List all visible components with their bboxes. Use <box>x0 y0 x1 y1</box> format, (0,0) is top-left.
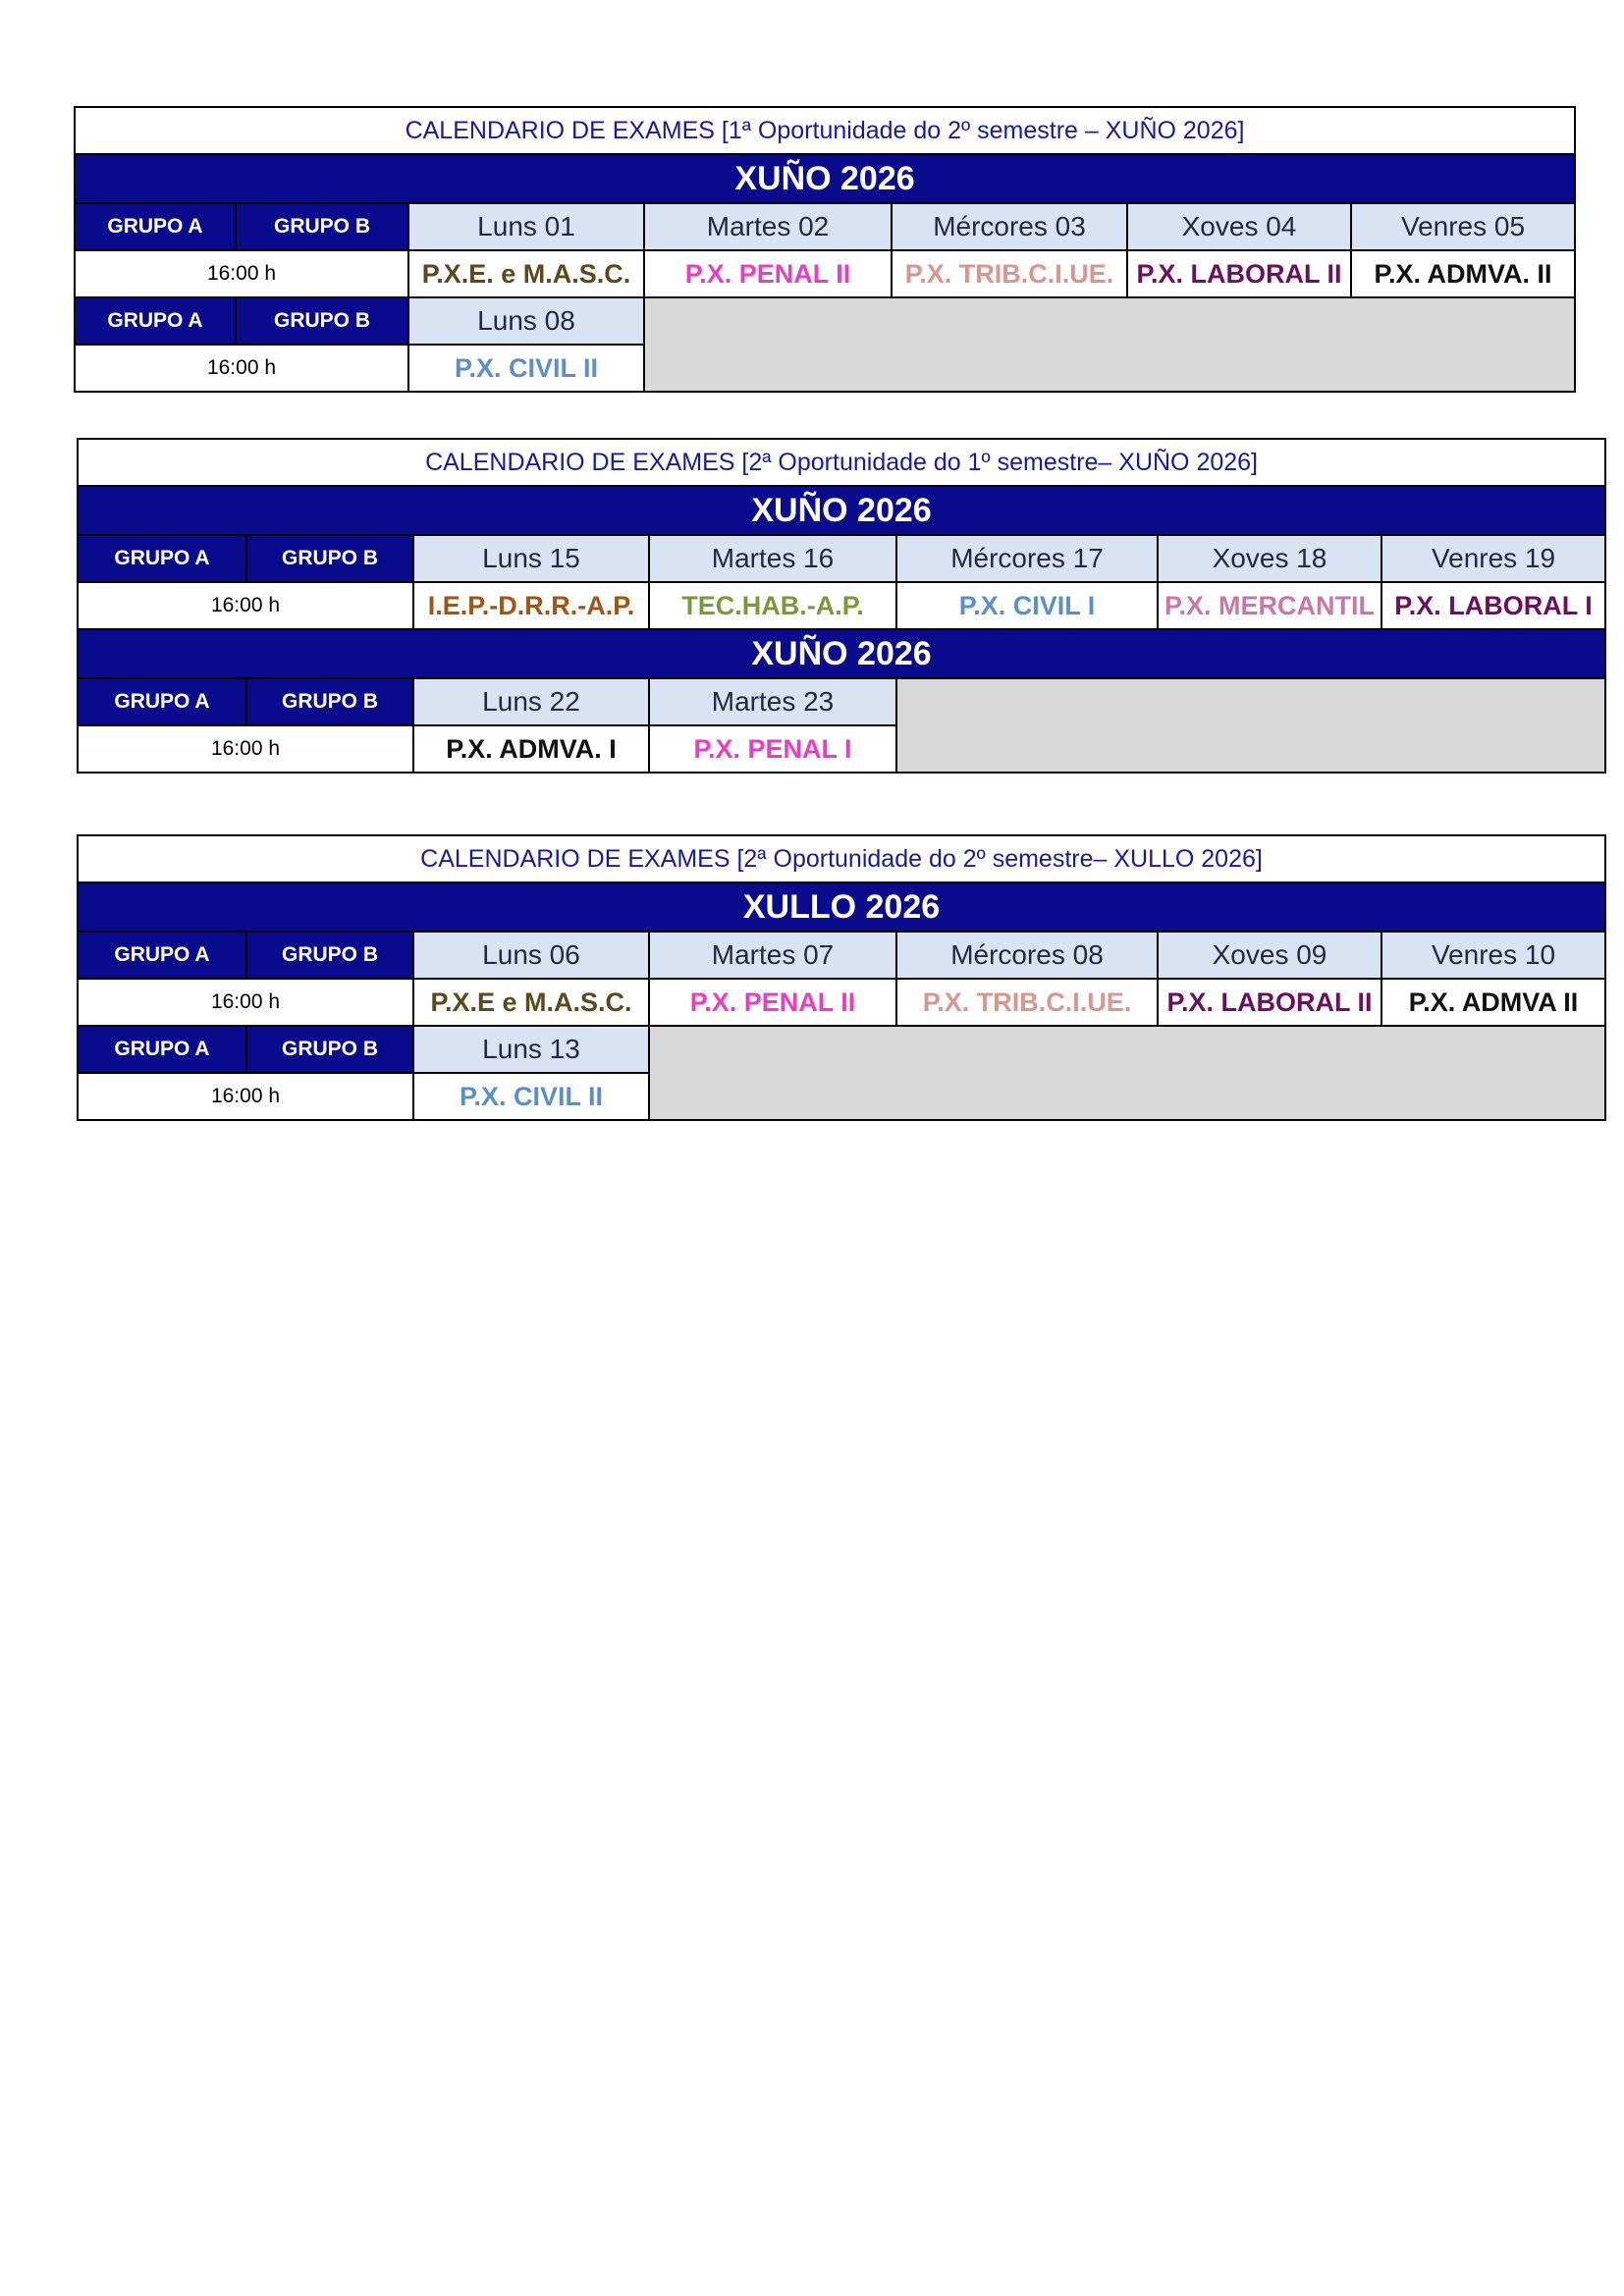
day-header: Martes 07 <box>649 932 896 979</box>
day-header: Luns 15 <box>413 535 649 582</box>
group-b-label: GRUPO B <box>246 678 413 725</box>
month-header: XUÑO 2026 <box>78 486 1605 535</box>
month-header: XUÑO 2026 <box>78 629 1605 678</box>
group-a-label: GRUPO A <box>78 535 246 582</box>
day-header: Venres 10 <box>1381 932 1605 979</box>
calendar-title: CALENDARIO DE EXAMES [1ª Oportunidade do 2º semestre – XUÑO 2026] <box>75 107 1575 154</box>
day-header: Xoves 18 <box>1158 535 1381 582</box>
exam-subject: P.X. LABORAL II <box>1158 979 1381 1026</box>
day-header: Xoves 09 <box>1158 932 1381 979</box>
day-header: Luns 06 <box>413 932 649 979</box>
day-header: Venres 19 <box>1381 535 1605 582</box>
exam-subject: P.X. CIVIL I <box>896 582 1158 629</box>
exam-subject: P.X. CIVIL II <box>413 1073 649 1120</box>
exam-calendar-1 <box>74 106 1576 393</box>
day-header: Luns 01 <box>408 203 644 250</box>
exam-subject: P.X. MERCANTIL <box>1158 582 1381 629</box>
exam-subject: P.X. PENAL II <box>649 979 896 1026</box>
exam-subject: I.E.P.-D.R.R.-A.P. <box>413 582 649 629</box>
day-header: Martes 16 <box>649 535 896 582</box>
exam-time: 16:00 h <box>75 250 408 297</box>
day-header: Martes 02 <box>644 203 892 250</box>
exam-time: 16:00 h <box>78 725 413 773</box>
exam-time: 16:00 h <box>78 582 413 629</box>
group-b-label: GRUPO B <box>246 932 413 979</box>
day-header: Luns 22 <box>413 678 649 725</box>
group-b-label: GRUPO B <box>236 297 408 345</box>
group-a-label: GRUPO A <box>78 1026 246 1073</box>
exam-subject: P.X. PENAL II <box>644 250 892 297</box>
group-b-label: GRUPO B <box>246 535 413 582</box>
day-header: Luns 08 <box>408 297 644 345</box>
exam-subject: P.X. CIVIL II <box>408 345 644 392</box>
exam-time: 16:00 h <box>78 1073 413 1120</box>
empty-cell <box>896 678 1605 773</box>
exam-time: 16:00 h <box>75 345 408 392</box>
exam-calendar-3 <box>77 834 1606 1121</box>
group-a-label: GRUPO A <box>78 678 246 725</box>
exam-time: 16:00 h <box>78 979 413 1026</box>
group-a-label: GRUPO A <box>75 203 236 250</box>
day-header: Xoves 04 <box>1127 203 1351 250</box>
exam-subject: P.X. ADMVA II <box>1381 979 1605 1026</box>
group-b-label: GRUPO B <box>246 1026 413 1073</box>
group-a-label: GRUPO A <box>75 297 236 345</box>
exam-subject: P.X. LABORAL II <box>1127 250 1351 297</box>
exam-subject: P.X.E e M.A.S.C. <box>413 979 649 1026</box>
exam-subject: P.X. TRIB.C.I.UE. <box>896 979 1158 1026</box>
exam-subject: P.X. ADMVA. II <box>1351 250 1575 297</box>
day-header: Mércores 03 <box>892 203 1127 250</box>
empty-cell <box>644 297 1575 392</box>
exam-subject: P.X. TRIB.C.I.UE. <box>892 250 1127 297</box>
empty-cell <box>649 1026 1605 1120</box>
exam-subject: P.X. LABORAL I <box>1381 582 1605 629</box>
exam-subject: P.X.E. e M.A.S.C. <box>408 250 644 297</box>
day-header: Venres 05 <box>1351 203 1575 250</box>
month-header: XULLO 2026 <box>78 882 1605 932</box>
calendar-title: CALENDARIO DE EXAMES [2ª Oportunidade do 1º semestre– XUÑO 2026] <box>78 439 1605 486</box>
exam-subject: P.X. PENAL I <box>649 725 896 773</box>
day-header: Martes 23 <box>649 678 896 725</box>
exam-calendar-2 <box>77 438 1606 774</box>
exam-subject: TEC.HAB.-A.P. <box>649 582 896 629</box>
day-header: Luns 13 <box>413 1026 649 1073</box>
group-b-label: GRUPO B <box>236 203 408 250</box>
month-header: XUÑO 2026 <box>75 154 1575 203</box>
day-header: Mércores 08 <box>896 932 1158 979</box>
day-header: Mércores 17 <box>896 535 1158 582</box>
exam-subject: P.X. ADMVA. I <box>413 725 649 773</box>
group-a-label: GRUPO A <box>78 932 246 979</box>
calendar-title: CALENDARIO DE EXAMES [2ª Oportunidade do 2º semestre– XULLO 2026] <box>78 835 1605 882</box>
